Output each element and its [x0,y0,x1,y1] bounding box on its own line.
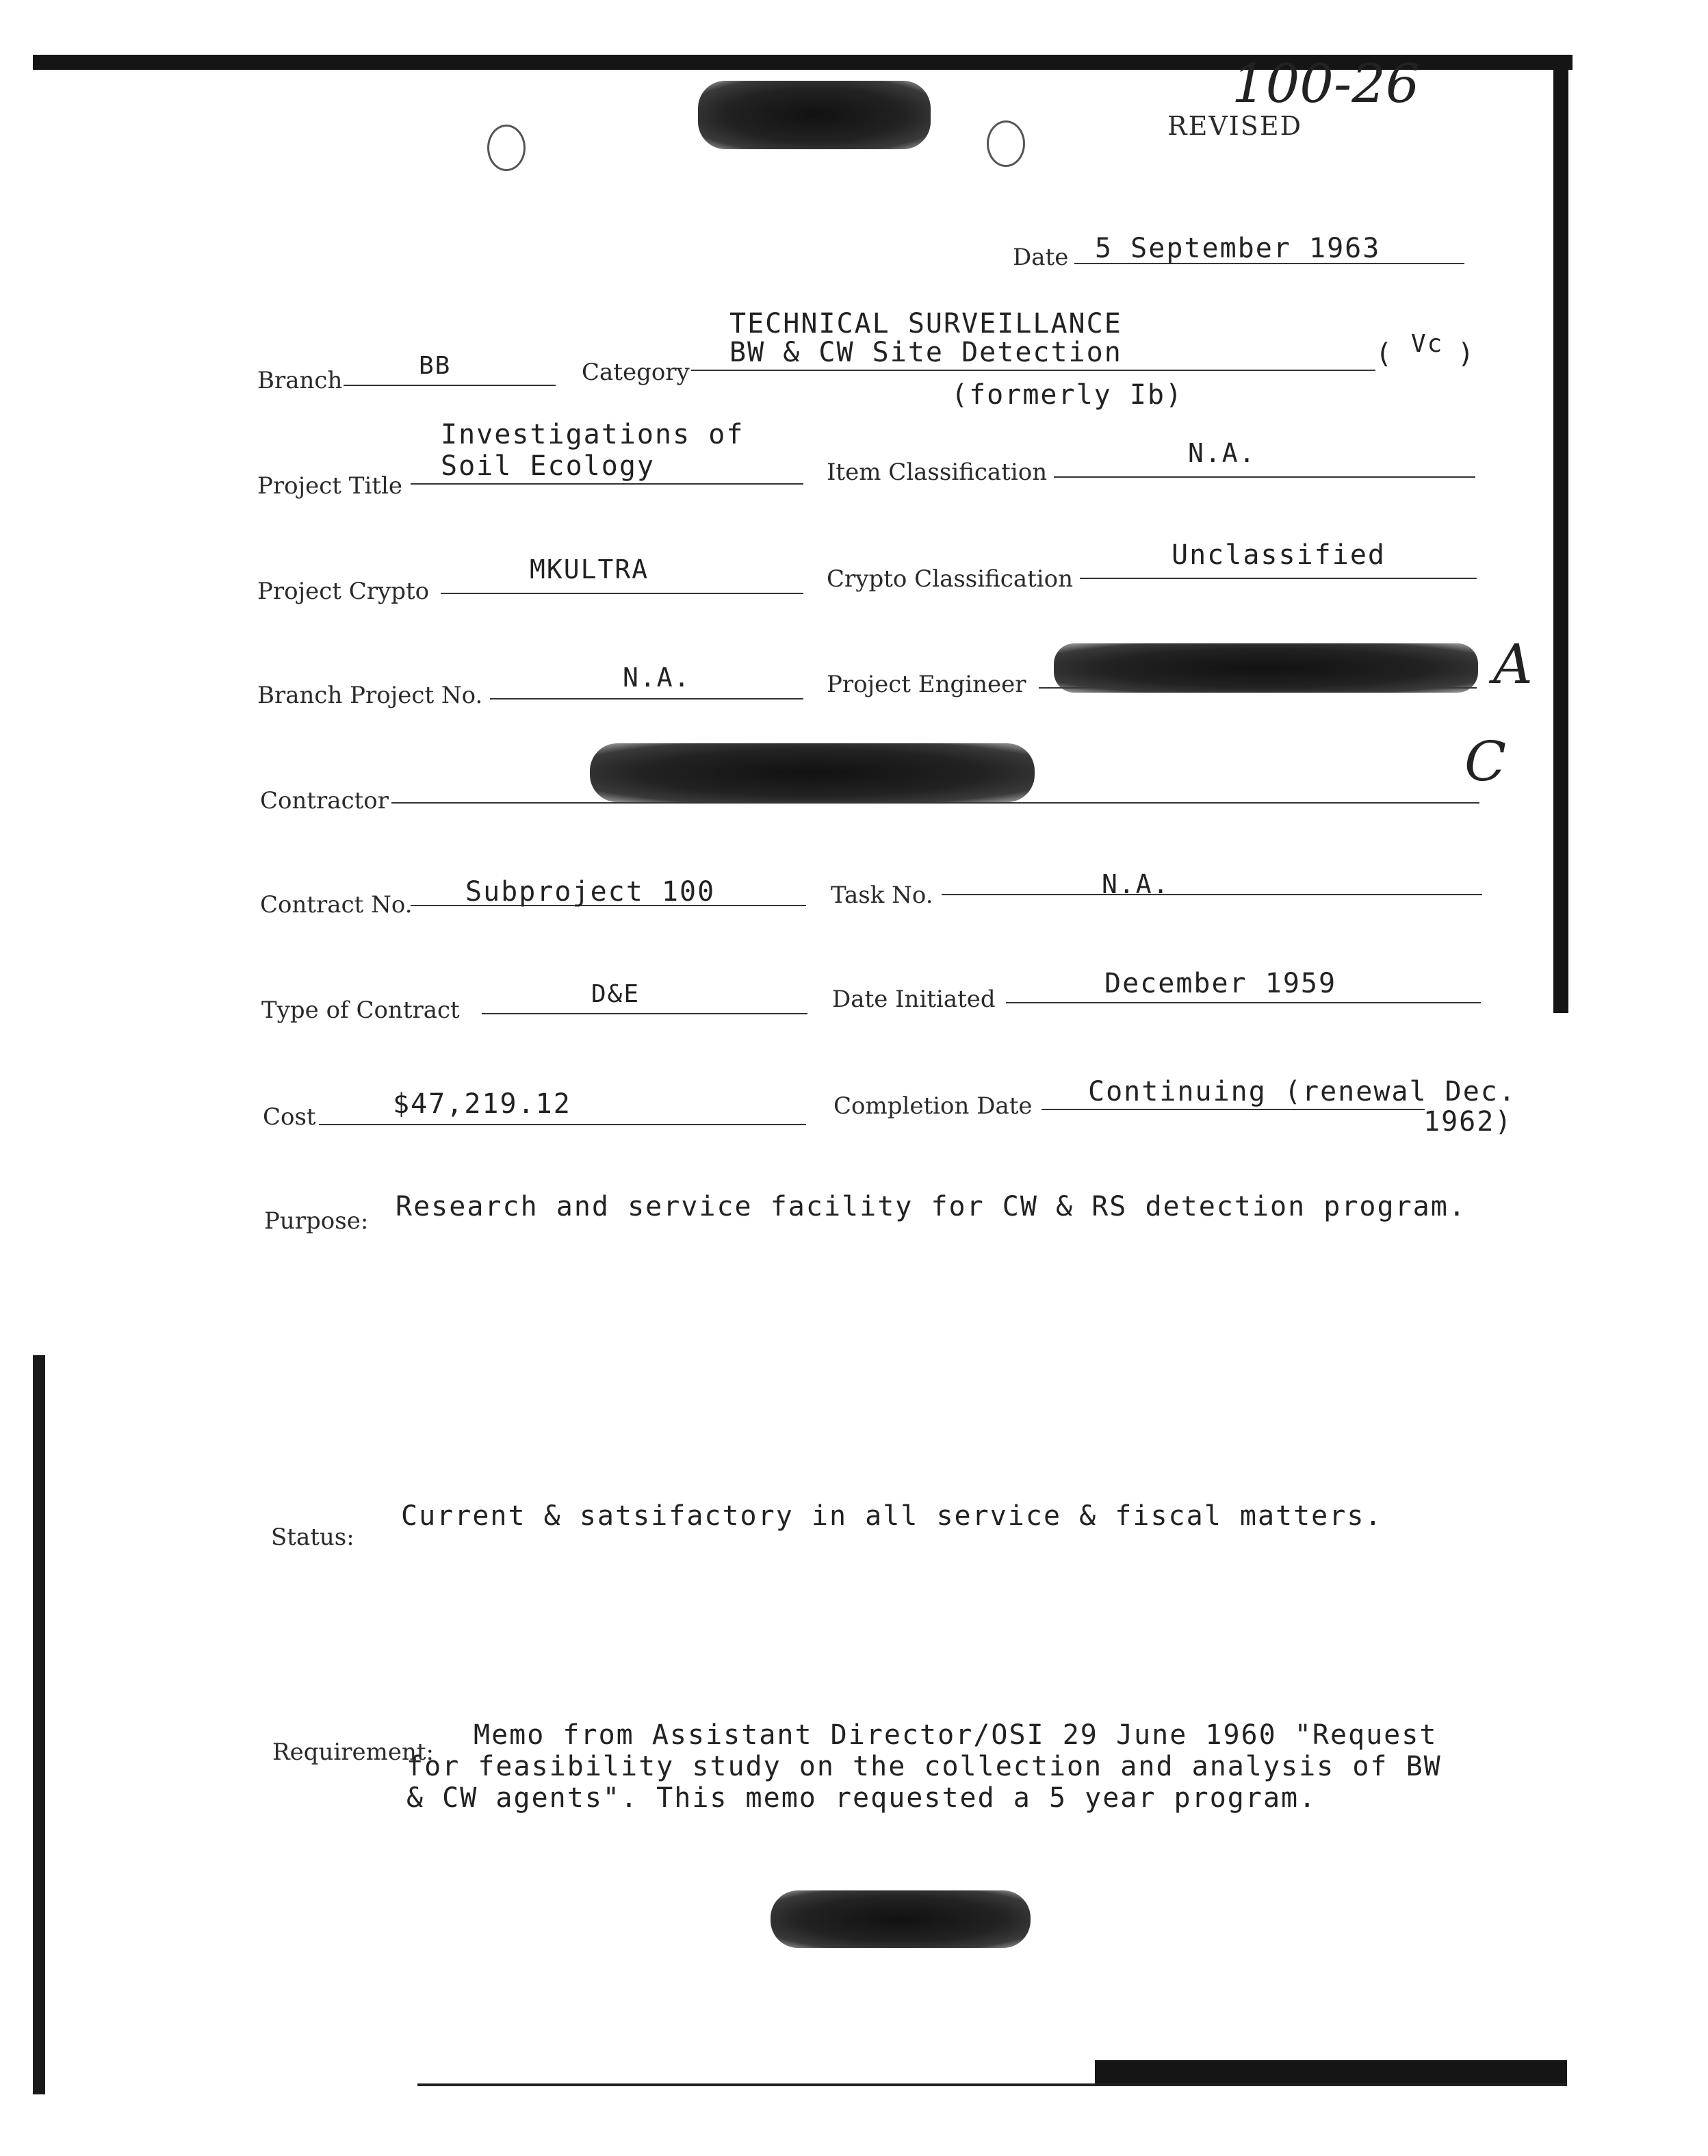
purpose-label: Purpose: [264,1207,369,1235]
type-of-contract-line [482,1013,807,1014]
branch-project-no-label: Branch Project No. [257,682,483,709]
category-code-open: ( [1375,338,1394,370]
type-of-contract-label: Type of Contract [261,997,460,1024]
category-line-1: TECHNICAL SURVEILLANCE [729,308,1122,339]
requirement-line-2: for feasibility study on the collection and analysis of BW [406,1751,1442,1782]
branch-label: Branch [257,367,343,394]
punch-hole-right [987,120,1025,167]
requirement-label: Requirement: [272,1738,435,1766]
project-crypto-value: MKULTRA [530,554,649,585]
project-crypto-label: Project Crypto [257,578,430,605]
category-line-3: (formerly Ib) [951,379,1184,411]
bottom-rule [417,2083,1567,2086]
completion-date-line-2: 1962) [1423,1106,1513,1138]
cost-value: $47,219.12 [393,1088,571,1120]
item-classification-line [1054,476,1475,478]
redaction-contractor [590,743,1035,802]
item-classification-label: Item Classification [827,459,1048,486]
redaction-project-engineer [1054,643,1478,693]
project-title-label: Project Title [257,472,402,500]
requirement-text [406,1719,1442,1814]
date-label: Date [1013,244,1069,271]
punch-hole-left [487,125,526,171]
margin-mark-c: C [1464,730,1507,793]
scan-edge-left [33,1355,45,2094]
margin-mark-a: A [1493,632,1533,696]
project-engineer-label: Project Engineer [827,671,1026,698]
redaction-footer [771,1890,1031,1948]
type-of-contract-value: D&E [591,980,640,1008]
task-no-value: N.A. [1102,869,1170,899]
contractor-line [391,802,1479,804]
branch-project-no-line [490,698,803,700]
crypto-classification-label: Crypto Classification [827,565,1074,593]
revised-stamp: REVISED [1167,111,1303,141]
requirement-line-3: & CW agents". This memo requested a 5 year program. [406,1782,1317,1814]
category-code-close: ) [1458,338,1476,370]
scan-edge-right [1553,55,1568,1013]
contract-no-value: Subproject 100 [465,876,716,908]
scan-edge-bottom [1095,2060,1567,2083]
category-line-2: BW & CW Site Detection [729,337,1122,368]
date-initiated-label: Date Initiated [832,986,996,1013]
completion-date-line-1: Continuing (renewal Dec. [1088,1076,1516,1107]
handwritten-file-number: 100-26 [1232,53,1420,115]
branch-project-no-value: N.A. [623,663,691,693]
branch-value: BB [419,352,452,380]
contractor-label: Contractor [260,787,389,814]
date-initiated-line [1006,1002,1481,1003]
crypto-classification-value: Unclassified [1172,539,1386,571]
status-text: Current & satsifactory in all service & fiscal matters. [401,1500,1383,1532]
item-classification-value: N.A. [1188,438,1256,468]
project-title-line-2: Soil Ecology [441,450,655,482]
category-code: Vc [1411,330,1444,358]
cost-label: Cost [263,1103,316,1131]
purpose-text: Research and service facility for CW & RS detection program. [396,1191,1466,1222]
contract-no-label: Contract No. [260,891,413,919]
crypto-classification-line [1080,578,1477,579]
completion-date-line [1041,1109,1425,1110]
redaction-header [698,81,931,149]
project-title-line-1: Investigations of [441,419,745,450]
requirement-line-1: Memo from Assistant Director/OSI 29 June 1960 "Request [474,1719,1438,1751]
completion-date-label: Completion Date [833,1092,1033,1120]
project-title-line [411,483,803,485]
task-no-label: Task No. [831,882,933,909]
cost-line [319,1124,806,1125]
project-crypto-line [441,593,803,594]
status-label: Status: [271,1524,354,1551]
branch-line [344,385,556,386]
category-label: Category [582,359,690,386]
date-value: 5 September 1963 [1095,233,1381,264]
task-no-line [942,894,1482,895]
date-initiated-value: December 1959 [1104,968,1337,999]
category-line [691,370,1375,371]
